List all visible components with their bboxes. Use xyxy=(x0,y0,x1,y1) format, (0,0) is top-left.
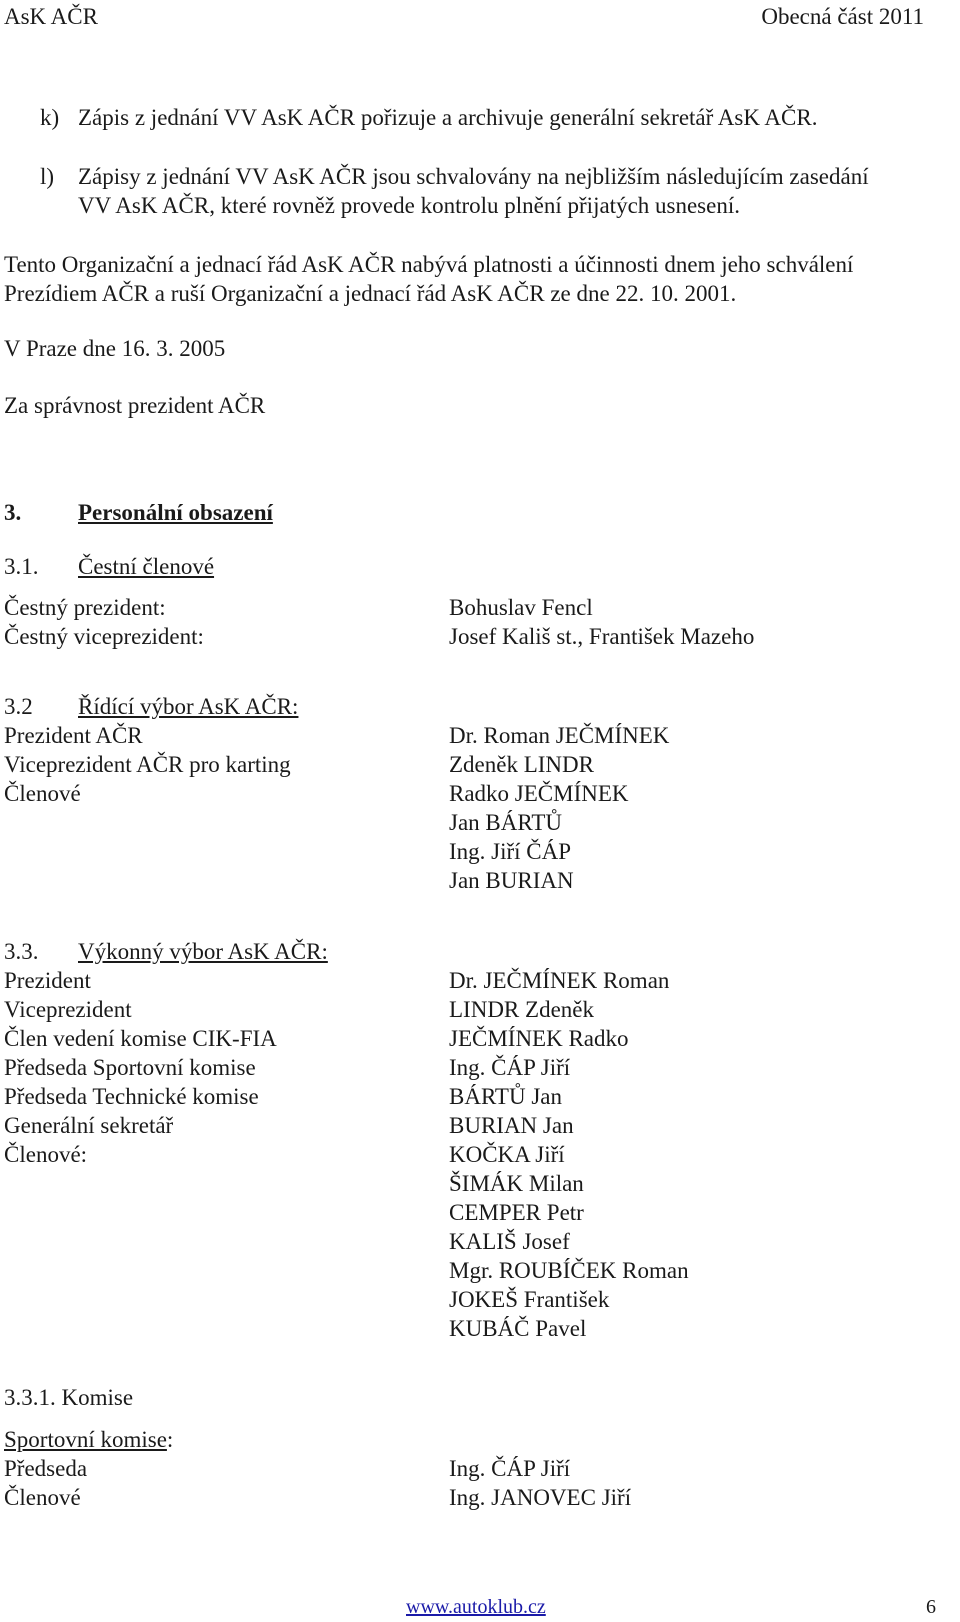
honorary-roles xyxy=(4,593,204,651)
section-number: 3. xyxy=(4,500,22,525)
name: Dr. Roman JEČMÍNEK xyxy=(449,723,670,748)
steering-names xyxy=(449,721,669,895)
role: Viceprezident xyxy=(4,997,132,1022)
name: CEMPER Petr xyxy=(449,1200,584,1225)
name: Bohuslav Fencl xyxy=(449,595,593,620)
name: Dr. JEČMÍNEK Roman xyxy=(449,968,670,993)
name: Ing. ČÁP Jiří xyxy=(449,1055,571,1080)
name: Zdeněk LINDR xyxy=(449,752,594,777)
item-l-marker: l) xyxy=(40,164,55,189)
name: BURIAN Jan xyxy=(449,1113,574,1138)
name: Ing. Jiří ČÁP xyxy=(449,839,572,864)
name: KUBÁČ Pavel xyxy=(449,1316,587,1341)
role: Předseda Technické komise xyxy=(4,1084,259,1109)
subsection-3-2-number: 3.2 xyxy=(4,694,33,719)
name: BÁRTŮ Jan xyxy=(449,1084,562,1109)
name: KALIŠ Josef xyxy=(449,1229,570,1254)
signature-line: Za správnost prezident AČR xyxy=(4,393,266,418)
role: Předseda Sportovní komise xyxy=(4,1055,256,1080)
role: Členové xyxy=(4,781,81,806)
subsection-3-3-title: Výkonný výbor AsK AČR: xyxy=(78,939,328,964)
place-date: V Praze dne 16. 3. 2005 xyxy=(4,336,226,361)
name: LINDR Zdeněk xyxy=(449,997,594,1022)
name: KOČKA Jiří xyxy=(449,1142,565,1167)
page-number: 6 xyxy=(926,1596,936,1618)
name: Josef Kališ st., František Mazeho xyxy=(449,624,755,649)
executive-names xyxy=(449,966,689,1343)
subsection-3-3-1-heading: 3.3.1. Komise xyxy=(4,1385,134,1410)
name: Ing. JANOVEC Jiří xyxy=(449,1485,632,1510)
name: Radko JEČMÍNEK xyxy=(449,781,629,806)
name: Jan BURIAN xyxy=(449,868,574,893)
sports-committee-heading xyxy=(4,1425,173,1454)
item-k-marker: k) xyxy=(40,105,60,130)
sports-committee-title: Sportovní komise xyxy=(4,1427,167,1452)
closing-line2: Prezídiem AČR a ruší Organizační a jednací řád AsK AČR ze dne 22. 10. 2001. xyxy=(4,281,737,306)
subsection-3-3-number: 3.3. xyxy=(4,939,39,964)
committee-names xyxy=(449,1454,631,1512)
item-l-line1: Zápisy z jednání VV AsK AČR jsou schvalovány na nejbližším následujícím zasedání xyxy=(78,164,869,189)
executive-roles xyxy=(4,966,277,1169)
item-l-line2: VV AsK AČR, které rovněž provede kontrolu plnění přijatých usnesení. xyxy=(78,193,740,218)
item-k-text: Zápis z jednání VV AsK AČR pořizuje a archivuje generální sekretář AsK AČR. xyxy=(78,105,818,130)
role: Prezident xyxy=(4,968,91,993)
closing-line1: Tento Organizační a jednací řád AsK AČR nabývá platnosti a účinnosti dnem jeho schválení xyxy=(4,252,854,277)
header-section: Obecná část 2011 xyxy=(761,4,924,29)
subsection-3-2-title: Řídící výbor AsK AČR: xyxy=(78,694,299,719)
name: JOKEŠ František xyxy=(449,1287,610,1312)
subsection-3-1-title: Čestní členové xyxy=(78,554,215,579)
role: Čestný viceprezident: xyxy=(4,624,204,649)
name: Ing. ČÁP Jiří xyxy=(449,1456,571,1481)
sports-committee-colon: : xyxy=(166,1427,174,1452)
name: Mgr. ROUBÍČEK Roman xyxy=(449,1258,689,1283)
role: Čestný prezident: xyxy=(4,595,166,620)
committee-roles xyxy=(4,1454,87,1512)
name: ŠIMÁK Milan xyxy=(449,1171,584,1196)
role: Členové: xyxy=(4,1142,88,1167)
role: Člen vedení komise CIK-FIA xyxy=(4,1026,277,1051)
footer-website-link[interactable]: www.autoklub.cz xyxy=(406,1596,546,1618)
role: Generální sekretář xyxy=(4,1113,174,1138)
role: Prezident AČR xyxy=(4,723,143,748)
steering-roles xyxy=(4,721,291,808)
name: Jan BÁRTŮ xyxy=(449,810,562,835)
honorary-names xyxy=(449,593,754,651)
name: JEČMÍNEK Radko xyxy=(449,1026,629,1051)
role: Členové xyxy=(4,1485,81,1510)
section-title: Personální obsazení xyxy=(78,500,273,525)
role: Předseda xyxy=(4,1456,88,1481)
header-title: AsK AČR xyxy=(4,4,98,29)
subsection-3-1-number: 3.1. xyxy=(4,554,39,579)
role: Viceprezident AČR pro karting xyxy=(4,752,291,777)
